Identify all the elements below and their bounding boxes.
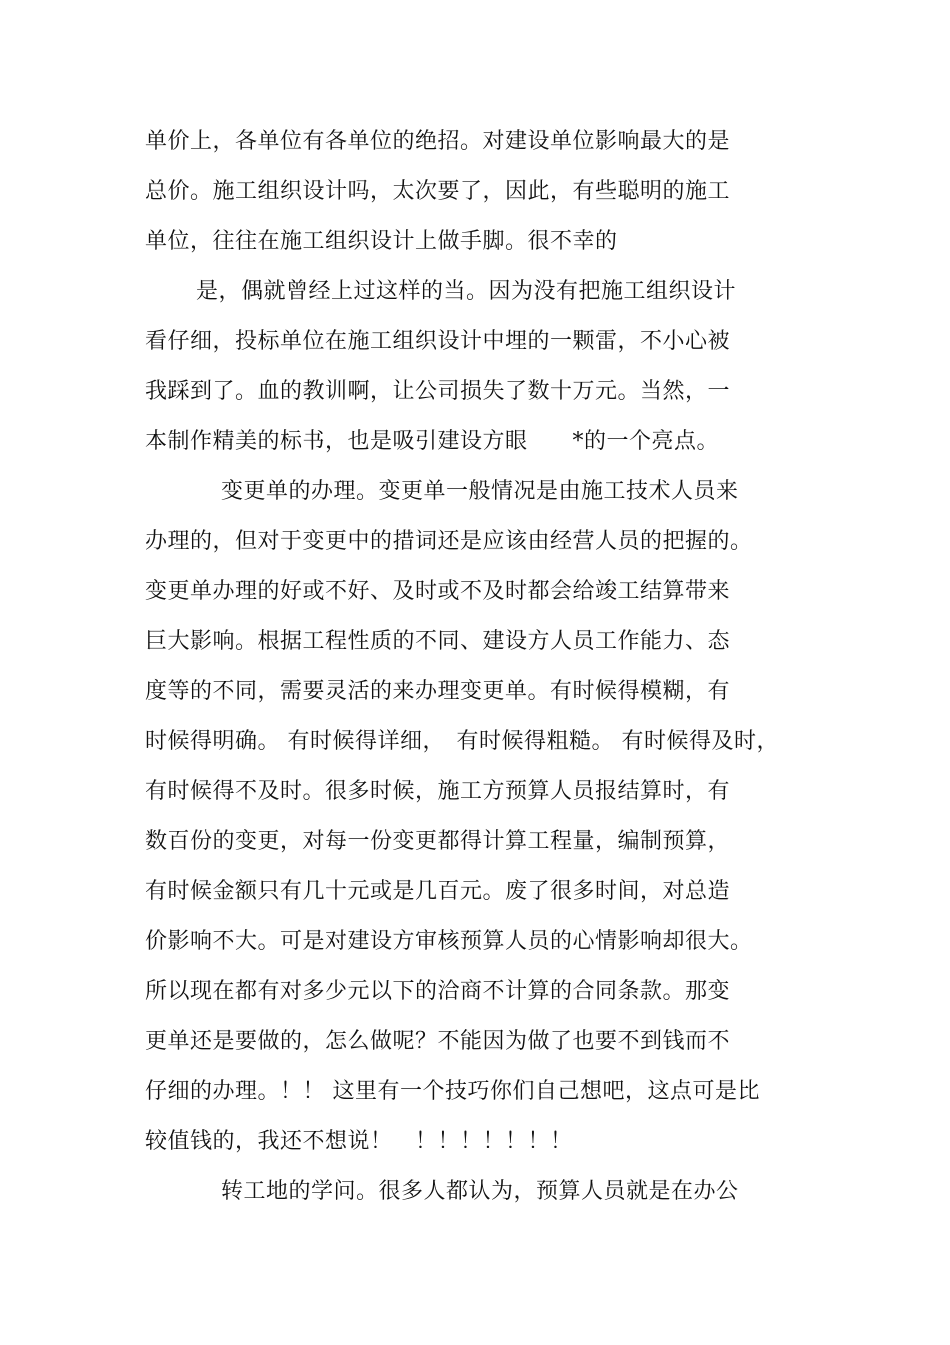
text-line-4: 是，偶就曾经上过这样的当。因为没有把施工组织设计 <box>196 279 737 304</box>
text-line-19: 更单还是要做的，怎么做呢？不能因为做了也要不到钱而不 <box>145 1029 731 1054</box>
text-line-2: 总价。施工组织设计吗，太次要了，因此，有些聪明的施工 <box>145 179 731 204</box>
text-line-10: 变更单办理的好或不好、及时或不及时都会给竣工结算带来 <box>145 579 731 604</box>
text-line-18: 所以现在都有对多少元以下的洽商不计算的合同条款。那变 <box>145 979 731 1004</box>
text-line-15: 数百份的变更，对每一份变更都得计算工程量，编制预算， <box>145 829 731 854</box>
text-line-13: 时候得明确。 有时候得详细， 有时候得粗糙。 有时候得及时， <box>145 729 779 754</box>
text-line-11: 巨大影响。根据工程性质的不同、建设方人员工作能力、态 <box>145 629 731 654</box>
text-line-16: 有时候金额只有几十元或是几百元。废了很多时间，对总造 <box>145 879 731 904</box>
text-line-5: 看仔细，投标单位在施工组织设计中埋的一颗雷，不小心被 <box>145 329 731 354</box>
text-line-14: 有时候得不及时。很多时候，施工方预算人员报结算时，有 <box>145 779 731 804</box>
text-line-3: 单位，往往在施工组织设计上做手脚。很不幸的 <box>145 229 618 254</box>
text-line-12: 度等的不同，需要灵活的来办理变更单。有时候得模糊，有 <box>145 679 731 704</box>
text-line-22: 转工地的学问。很多人都认为，预算人员就是在办公 <box>221 1179 739 1204</box>
text-line-7: 本制作精美的标书，也是吸引建设方眼 *的一个亮点。 <box>145 429 720 454</box>
text-line-6: 我踩到了。血的教训啊，让公司损失了数十万元。当然，一 <box>145 379 731 404</box>
text-line-21: 较值钱的，我还不想说！ ！！！！！！！ <box>145 1129 573 1154</box>
text-line-1: 单价上，各单位有各单位的绝招。对建设单位影响最大的是 <box>145 129 731 154</box>
text-line-20: 仔细的办理。！！ 这里有一个技巧你们自己想吧，这点可是比 <box>145 1079 760 1104</box>
text-line-8: 变更单的办理。变更单一般情况是由施工技术人员来 <box>221 479 739 504</box>
text-line-9: 办理的，但对于变更中的措词还是应该由经营人员的把握的。 <box>145 529 753 554</box>
text-line-17: 价影响不大。可是对建设方审核预算人员的心情影响却很大。 <box>145 929 753 954</box>
